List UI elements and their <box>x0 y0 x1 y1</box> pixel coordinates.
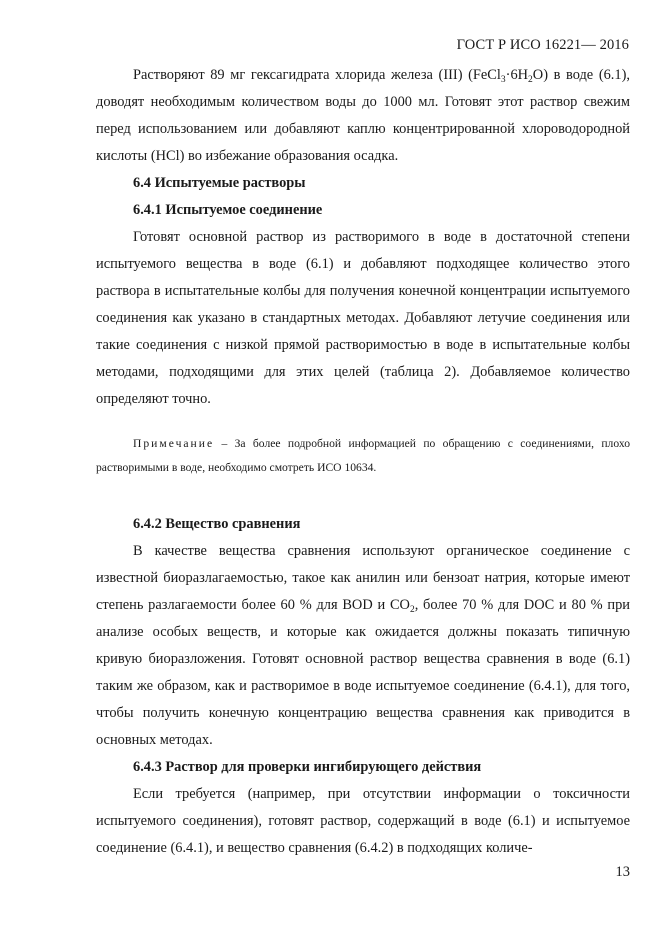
paragraph-reference-substance <box>96 538 630 754</box>
subscript: 2 <box>528 75 533 85</box>
text-fragment: O) в воде (6.1), доводят необходимым количеством воды до 1000 мл. Готовят этот раствор свежим перед использованием или добавляют каплю концентрированной хлороводородной кислоты (HCl) во избежание образования осадка. <box>96 67 630 164</box>
text-fragment: В качестве вещества сравнения используют органическое соединение с известной биоразлагаемостью, такое как анилин или бензоат натрия, которые имеют степень разлагаемости более 60 % для BOD и CO <box>96 543 630 613</box>
section-heading-6-4: 6.4 Испытуемые растворы <box>133 175 306 191</box>
text-fragment: , более 70 % для DOC и 80 % при анализе особых веществ, и которые как ожидается должны показать типичную кривую биоразложения. Готовят основной раствор вещества сравнения в воде (6.1) таким же образом, как и растворимое в воде испытуемое соединение (6.4.1), для того, чтобы получить конечную концентрацию вещества сравнения как приводится в основных методах. <box>96 597 630 748</box>
section-heading-6-4-2: 6.4.2 Вещество сравнения <box>133 516 301 532</box>
text-fragment: Растворяют 89 мг гексагидрата хлорида железа (III) (FeCl <box>133 67 501 83</box>
section-heading-6-4-3: 6.4.3 Раствор для проверки ингибирующего действия <box>133 759 482 775</box>
paragraph-inhibition-solution: Если требуется (например, при отсутствии информации о токсичности испытуемого соединения), готовят раствор, содержащий в воде (6.1) и испытуемое соединение (6.4.1), и вещество сравнения (6.4.2) в подходящих количе- <box>96 786 630 856</box>
subscript: 3 <box>500 75 506 85</box>
document-body <box>96 62 630 862</box>
note-paragraph <box>96 432 630 480</box>
paragraph-test-compound: Готовят основной раствор из растворимого в воде в достаточной степени испытуемого вещества в воде (6.1) и добавляют подходящее количество этого раствора в испытательные колбы для получения конечной концентрации испытуемого соединения как указано в стандартных методах. Добавляют летучие соединения или такие соединения с низкой прямой растворимостью в воде в испытательные колбы методами, подходящими для этих целей (таблица 2). Добавляемое количество определяют точно. <box>96 229 630 407</box>
section-heading-6-4-1: 6.4.1 Испытуемое соединение <box>133 202 323 218</box>
subscript: 2 <box>409 605 415 615</box>
document-header: ГОСТ Р ИСО 16221— 2016 <box>456 37 629 53</box>
note-label: Примечание <box>133 437 215 450</box>
paragraph-ferric-chloride <box>96 62 630 170</box>
page-number: 13 <box>615 864 630 880</box>
note-text: – За более подробной информацией по обращению с соединениями, плохо растворимыми в воде, необходимо смотреть ИСО 10634. <box>96 437 630 474</box>
text-fragment: ·6H <box>505 67 529 83</box>
